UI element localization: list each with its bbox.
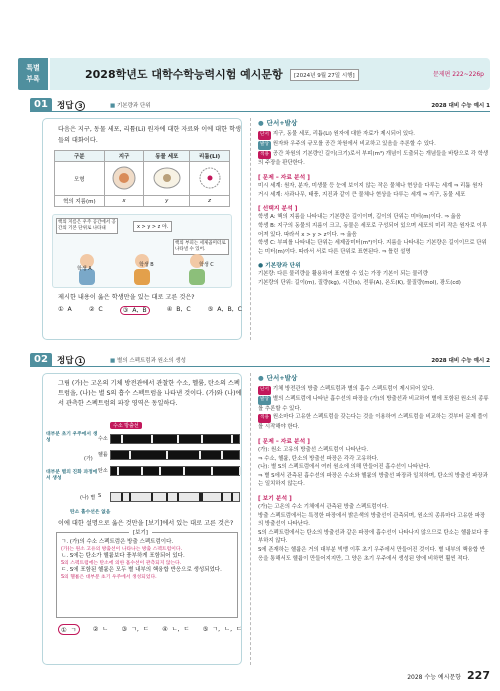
q1-stem: 다음은 지구, 동물 세포, 리튬(Li) 원자에 대한 자료와 이에 대한 학생들의 대화이다. (58, 126, 242, 144)
spectrum-label-1: 수소 (98, 436, 108, 442)
stellar-evolution-label: 대부분 별의 진화 과정에서 생성 (46, 470, 98, 481)
spectrum-label-3: 탄소 (98, 468, 108, 474)
q1-unit: ■ 기본량과 단위 (110, 101, 151, 109)
bogi-2: ㄴ. S에는 탄소가 헬륨보다 풍부하게 포함되어 있다. (61, 553, 185, 559)
hydrogen-line-tag: 수소 방출선 (110, 422, 142, 429)
q2-prompt: 이에 대한 설명으로 옳은 것만을 [보기]에서 있는 대로 고른 것은? (58, 520, 234, 527)
spectral-line (183, 467, 185, 475)
q2-stem: 그림 (가)는 고온의 기체 방전관에서 관찰한 수소, 헬륨, 탄소의 스펙트럼을, (나)는 별 S의 흡수 스펙트럼을 나타낸 것이다. (가)와 (나)에서 관측한 스펙트럼의 파장 영역은 동일하다. (58, 380, 242, 407)
q2-option-1[interactable]: ① ㄱ (58, 624, 80, 635)
column-divider (250, 118, 251, 340)
q1-table: 구분 지구 동물 세포 리튬(Li) 모형 혁의 지름(m) x y z (54, 150, 230, 207)
bogi-3: ㄷ. S에 포함된 헬륨은 모두 별 내부의 핵융합 반응으로 생성되었다. (61, 567, 222, 573)
cell-model-icon (152, 165, 182, 191)
spectrum-bar-1 (110, 434, 240, 444)
q2-source: 2028 대비 수능 예시 2 (431, 358, 490, 364)
spectrum-bar-2 (110, 450, 240, 460)
no-carbon-label: 탄소 흡수선은 없음 (70, 510, 111, 515)
earth-model-icon (111, 165, 137, 191)
q1-students-illustration (52, 214, 232, 288)
q2-bogi-box: [보기] ㄱ. (가)의 수소 스펙트럼은 방출 스펙트럼이다. (가)는 원소 고유의 방출선이 나타나는 방출 스펙트럼이다. ㄴ. S에는 탄소가 헬륨보다 풍부하게 포함되어 있다. S의 스펙트럼에는 탄소에 의한 흡수선이 관측되지 않는다. ㄷ. S에 포함된 헬륨은 모두 별 내부의 핵융합 반응으로 생성되었다. S의 헬륨은 대부분 초기 우주에서 생성되었다. (56, 532, 238, 618)
q1-hint-heading: ● 단서+발상 (258, 118, 490, 127)
label-student-a: 학생 A (77, 266, 92, 272)
spectrum-label-4: S (98, 493, 102, 499)
spectral-line (221, 451, 223, 459)
q1-source: 2028 대비 수능 예시 1 (431, 103, 490, 109)
q2-option-5[interactable]: ⑤ ㄱ, ㄴ, ㄷ (202, 626, 242, 633)
early-universe-label: 대부분 초기 우주에서 생성 (46, 432, 98, 443)
spectral-line (121, 493, 123, 501)
spectral-line (151, 435, 153, 443)
spectral-line (211, 467, 213, 475)
spectral-line (239, 467, 241, 475)
q2-option-3[interactable]: ③ ㄱ, ㄷ (121, 626, 149, 633)
tag-bottom: 부록 (26, 75, 40, 83)
spectral-line (166, 493, 168, 501)
spectral-line (201, 435, 203, 443)
q2-answer: 정답 1 (57, 354, 85, 366)
q1-options (58, 306, 242, 315)
page-footer (407, 669, 490, 682)
spectral-line (117, 467, 119, 475)
appendix-tag (18, 58, 48, 90)
q1-option-5[interactable]: ⑤ A, B, C (207, 306, 242, 313)
q1-option-2[interactable]: ② C (88, 306, 103, 313)
q1-answer: 정답 3 (57, 99, 85, 111)
tag-na: (나) 별 (80, 495, 96, 501)
q2-explanation: ● 단서+발상 단서 기체 방전관의 방출 스펙트럼과 별의 흡수 스펙트럼이 제시되어 있다. 발상 별의 스펙트럼에 나타난 흡수선의 파장을 (가)의 방출선과 비교하여 별에 포함된 원소의 종류를 추론할 수 있다. 적용 원소마다 고유한 스펙트럼을 갖는다는 것을 이용하여 스펙트럼을 비교하는 것부터 문제 풀이를 시작해야 한다. [ 문제 – 자료 분석 ] (가): 원소 고유의 방출선 스펙트럼이 나타난다. ⇒ 수소, 헬륨, 탄소의 방출선 파장은 각각 고유하다. (나): 별 S의 스펙트럼에서 여러 원소에 의해 만들어진 흡수선이 나타난다. ⇒ 별 S에서 관측된 흡수선의 파장은 수소와 헬륨의 방출선 파장과 일치하며, 탄소의 방출선 파장과는 일치하지 않는다. [ 보기 분석 ] (가)는 고온의 수소 기체에서 관측된 방출 스펙트럼이다. 방출 스펙트럼에서는 특정한 파장에서 밝은색의 방출선이 관측되며, 원소의 종류마다 고유한 파장의 방출선이 나타난다. S의 스펙트럼에서는 탄소의 방출선과 같은 파장에 흡수선이 나타나지 않으므로 탄소는 헬륨보다 풍부하지 않다. S에 존재하는 헬륨은 거의 대부분 빅뱅 이후 초기 우주에서 만들어진 것이다. 별 내부의 핵융합 반응을 통해서도 헬륨이 만들어지지만, 그 양은 초기 우주에서 생성된 양에 비하면 훨씬 적다. (258, 373, 490, 563)
q1-option-4[interactable]: ④ B, C (166, 306, 191, 313)
spectral-line (159, 467, 161, 475)
bubble-c: 핵의 부피는 세제곱미터로 나타낼 수 있어. (173, 239, 229, 255)
q1-option-3[interactable]: ③ A, B (120, 306, 150, 315)
label-student-c: 학생 C (199, 262, 214, 268)
page-number: 227 (467, 669, 490, 682)
spectral-line (177, 435, 179, 443)
spectral-line (166, 451, 168, 459)
spectral-line (201, 493, 203, 501)
spectral-line (231, 493, 233, 501)
q1-header (30, 98, 490, 112)
atom-model-icon (197, 165, 223, 191)
q2-header (30, 353, 490, 367)
spectrum-bar-4 (110, 492, 240, 502)
page-header (0, 58, 500, 90)
tag-top: 특별 (26, 64, 40, 72)
spectral-line (231, 435, 233, 443)
q2-number: 02 (30, 353, 52, 367)
q2-unit: ■ 별의 스펙트럼과 원소의 생성 (110, 356, 186, 364)
title-bar (50, 58, 490, 90)
spectral-line (151, 493, 153, 501)
spectrum-bar-3 (110, 466, 240, 476)
q1-explanation: ● 단서+발상 단서 지구, 동물 세포, 리튬(Li) 원자에 대한 자료가 제시되어 있다. 발상 원자와 우주의 규모를 공간 차원에서 비교하고 있음을 추론할 수 있다. 적용 공간 차원의 기본량인 길이(크기)로서 부피(m³) 개념이 도출되는 개념들을 바탕으로 각 학생의 주장을 판단한다. [ 문제 – 자료 분석 ] 미시 세계: 원자, 분자, 미생물 등 눈에 보이지 않는 작은 물체나 현상을 다루는 세계 ⇒ 리튬 원자 거시 세계: 사과나무, 태풍, 지진과 같이 큰 물체나 현상을 다루는 세계 ⇒ 지구, 동물 세포 [ 선택지 분석 ] 학생 A: 핵의 지름을 나타내는 기본량은 길이이며, 길이의 단위는 미터(m)이다. ⇒ 옳음 학생 B: 지구의 동물의 지름이 크고, 동물은 세포로 구성되어 있으며 세포의 미리 작은 원자로 이루어져 있다. 따라서 x > y > z이다. ⇒ 옳음 학생 C: 부피를 나타내는 단위는 세제곱미터(m³)이다. 지름을 나타내는 기본량은 길이이므로 단위는 미터(m)이다. 따라서 서로 다른 단위로 표현된다. ⇒ 틀린 설명 ● 기본량과 단위 기본량: 다른 물리량을 활용하여 표현할 수 있는 가장 기본이 되는 물리량 기본량의 단위: 길이(m), 질량(kg), 시간(s), 전류(A), 온도(K), 물질량(mol), 광도(cd) (258, 118, 490, 288)
spectral-line (121, 435, 123, 443)
spectral-line (129, 493, 131, 501)
spectral-line (141, 467, 143, 475)
q2-option-4[interactable]: ④ ㄴ, ㄷ (162, 626, 190, 633)
bogi-1: ㄱ. (가)의 수소 스펙트럼은 방출 스펙트럼이다. (61, 539, 174, 545)
page-range: 문제편 222~226p (432, 71, 484, 78)
spectral-line (129, 451, 131, 459)
tag-ga: (가) (84, 456, 93, 462)
q1-option-1[interactable]: ① A (58, 306, 72, 313)
spectral-line (199, 451, 201, 459)
q2-options (58, 624, 242, 635)
q1-number: 01 (30, 98, 52, 112)
exam-date: [2024년 9월 27일 시행] (290, 69, 359, 81)
spectral-line (221, 493, 223, 501)
spectral-line (177, 493, 179, 501)
footer-label: 2028 수능 예시문항 (407, 674, 462, 681)
bubble-a: 핵의 지름은 우주 공간에서 공간의 기본 단위로 나타내 (56, 218, 118, 234)
spectrum-label-2: 헬륨 (98, 452, 108, 458)
page-title: 2028학년도 대학수학능력시험 예시문항 (85, 68, 283, 81)
bubble-b: x > y > z 야. (133, 221, 172, 232)
label-student-b: 학생 B (139, 262, 154, 268)
q1-prompt: 제시한 내용이 옳은 학생만을 있는 대로 고른 것은? (58, 294, 195, 301)
q2-option-2[interactable]: ② ㄴ (92, 626, 109, 633)
